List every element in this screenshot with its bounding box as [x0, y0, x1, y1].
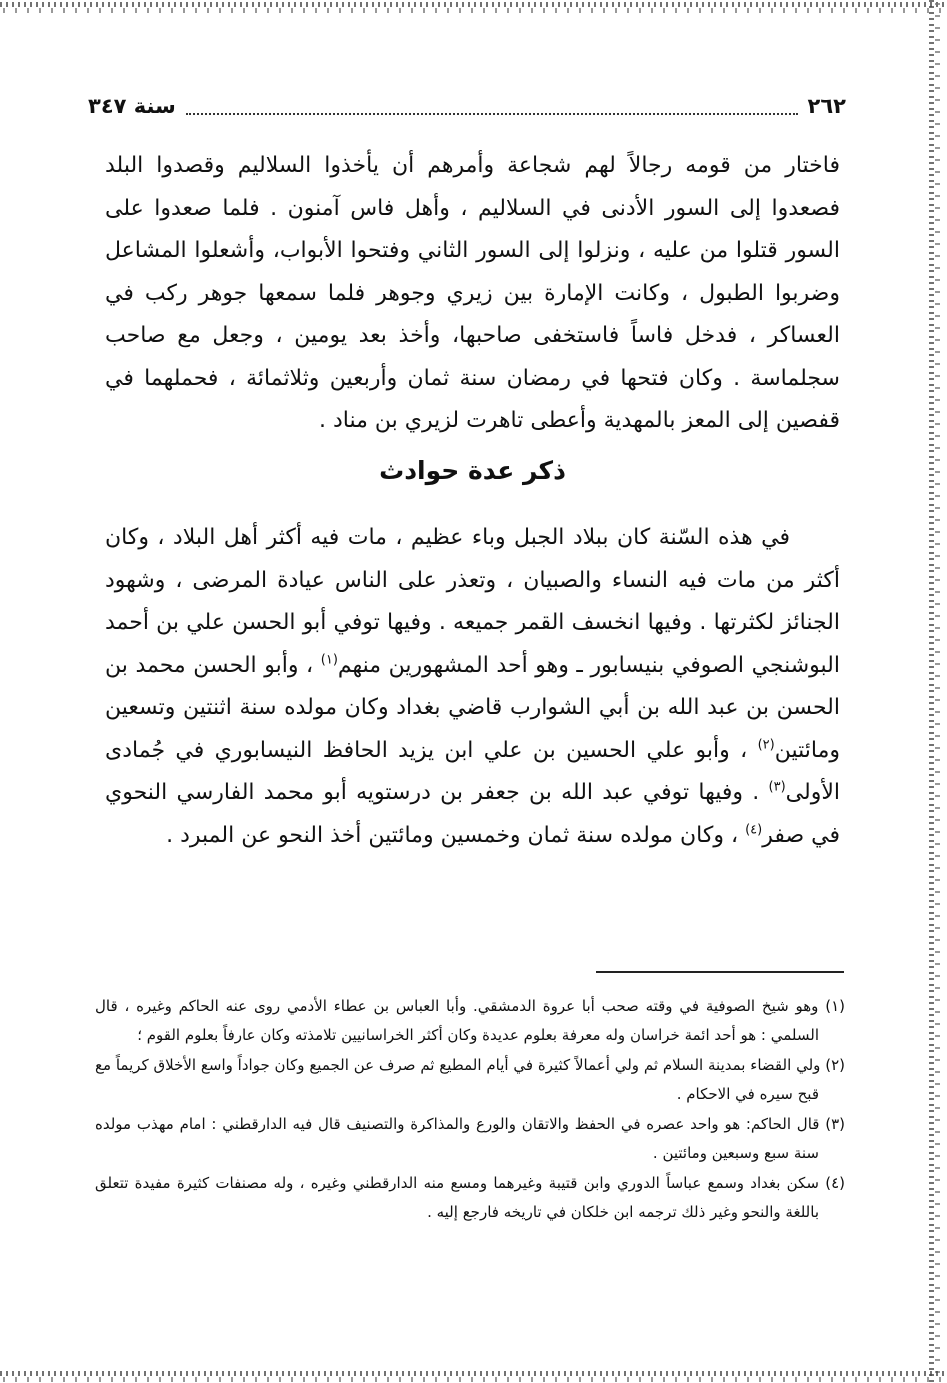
page-border-bottom	[0, 1369, 947, 1383]
footnote-1: (١) وهو شيخ الصوفية في وقته صحب أبا عروة الدمشقي. وأبا العباس بن عطاء الأدمي روى عنه الحاكم وغيره ، قال السلمي : هو أحد ائمة خراسان وله معرفة بعلوم عديدة وكان أكثر الخراسانيين تلامذته وكان عارفاً بعلوم القوم ؛	[95, 997, 845, 1044]
section-heading: ذكر عدة حوادث	[379, 456, 566, 485]
header-dotted-leader	[186, 113, 798, 115]
footnote-ref-1: (١)	[320, 652, 338, 668]
page-border-top	[0, 0, 947, 14]
footnote-4: (٤) سكن بغداد وسمع عباساً الدوري وابن قتيبة وغيرهما ومسع منه الدارقطني وغيره ، وله مصنفات كثيرة مفيدة تتعلق باللغة والنحو وغير ذلك ترجمه ابن خلكان في تاريخه فارجع إليه .	[95, 1174, 845, 1221]
body-paragraph-1: فاختار من قومه رجالاً لهم شجاعة وأمرهم أن يأخذوا السلاليم وقصدوا البلد فصعدوا إلى السور الأدنى في السلاليم ، وأهل فاس آمنون . فلما صعدوا على السور قتلوا من عليه ، ونزلوا إلى السور الثاني وفتحوا الأبواب، وأشعلوا المشاعل وضربوا الطبول ، وكانت الإمارة بين زيري وجوهر فلما سمعها جوهر ركب في العساكر ، فدخل فاساً فاستخفى صاحبها، وأخذ بعد يومين ، وجعل مع صاحب سجلماسة . وكان فتحها في رمضان سنة ثمان وأربعين وثلاثمائة ، فحملهما في قفصين إلى المعز بالمهدية وأعطى تاهرت لزيري بن مناد .	[105, 153, 840, 433]
paragraph-2-text-4: . وفيها توفي عبد الله بن جعفر بن درستويه أبو محمد الفارسي النحوي في صفر	[105, 780, 840, 848]
footnote-3: (٣) قال الحاكم: هو واحد عصره في الحفظ والاتقان والورع والمذاكرة والتصنيف قال فيه الدارقطني : امام مهذب مولده سنة سبع وسبعين ومائتين .	[95, 1115, 845, 1162]
paragraph-2-text-1: في هذه السّنة كان ببلاد الجبل وباء عظيم ، مات فيه أكثر أهل البلاد ، وكان أكثر من مات فيه النساء والصبيان ، وتعذر على الناس عيادة المرضى ، وشهود الجنائز لكثرتها . وفيها انخسف القمر جميعه . وفيها توفي أبو الحسن علي بن أحمد البوشنجي الصوفي بنيسابور ـ وهو أحد المشهورين منهم	[105, 525, 840, 678]
footnote-separator	[596, 971, 844, 973]
footnote-ref-2: (٢)	[757, 737, 775, 753]
paragraph-2-text-3: ، وأبو علي الحسين بن علي ابن يزيد الحافظ النيسابوري في جُمادى الأولى	[105, 737, 840, 805]
page-header	[88, 88, 846, 124]
page-number: ٢٦٢	[807, 94, 846, 118]
footnote-ref-3: (٣)	[768, 779, 786, 795]
paragraph-2-text-2: ، وأبو الحسن محمد بن الحسن بن عبد الله بن أبي الشوارب قاضي بغداد وكان مولده سنة اثنتين وتسعين ومائتين	[105, 652, 840, 763]
footnotes-list	[95, 992, 845, 1228]
running-title: سنة ٣٤٧	[88, 94, 176, 118]
paragraph-2-text-5: ، وكان مولده سنة ثمان وخمسين ومائتين أخذ النحو عن المبرد .	[166, 822, 746, 848]
footnote-2: (٢) ولي القضاء بمدينة السلام ثم ولي أعمالاً كثيرة في أيام المطيع ثم صرف عن الجميع وكان جواداً واسع الأخلاق كريماً مع قبح سيره في الاحكام .	[95, 1056, 845, 1103]
footnote-ref-4: (٤)	[745, 822, 763, 838]
body-paragraph-2	[105, 517, 840, 857]
page-border-right	[927, 0, 941, 1383]
